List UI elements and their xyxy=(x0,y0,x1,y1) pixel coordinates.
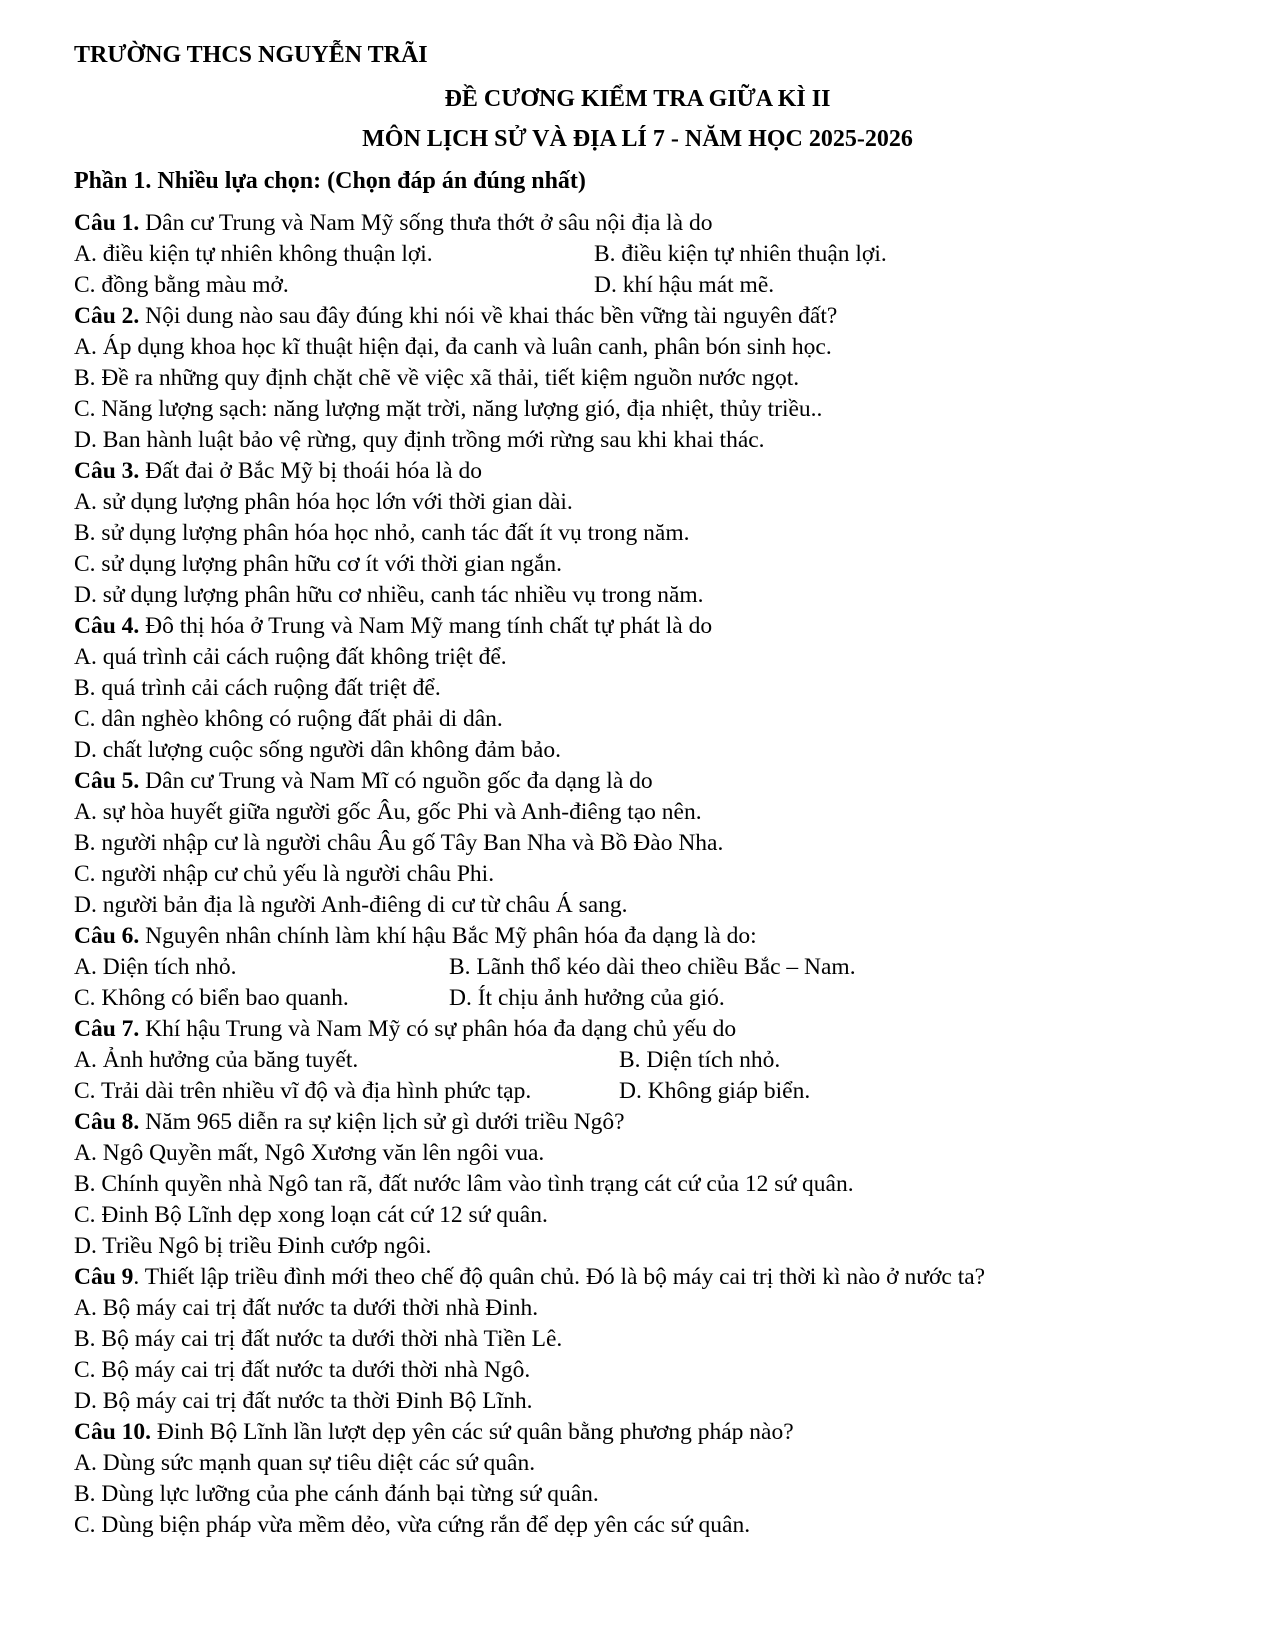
answer-option: A. điều kiện tự nhiên không thuận lợi. xyxy=(74,241,433,267)
answer-option: A. Dùng sức mạnh quan sự tiêu diệt các sứ quân. xyxy=(74,1450,536,1476)
question-text: Nguyên nhân chính làm khí hậu Bắc Mỹ phân hóa đa dạng là do: xyxy=(139,923,757,949)
answer-option: A. quá trình cải cách ruộng đất không triệt để. xyxy=(74,644,507,670)
question-text: Dân cư Trung và Nam Mĩ có nguồn gốc đa dạng là do xyxy=(139,768,653,794)
question-text: Khí hậu Trung và Nam Mỹ có sự phân hóa đa dạng chủ yếu do xyxy=(139,1016,737,1042)
answer-row xyxy=(74,239,1254,270)
answer-option: B. điều kiện tự nhiên thuận lợi. xyxy=(594,241,887,267)
answer-row xyxy=(74,983,1254,1014)
answer-option: B. người nhập cư là người châu Âu gố Tây Ban Nha và Bồ Đào Nha. xyxy=(74,830,724,856)
answer-option: B. Diện tích nhỏ. xyxy=(619,1047,781,1073)
answer-option: D. người bản địa là người Anh-điêng di cư từ châu Á sang. xyxy=(74,892,628,918)
answer-option: B. quá trình cải cách ruộng đất triệt để. xyxy=(74,675,441,701)
question-label: Câu 3. xyxy=(74,458,140,484)
question-text: . Thiết lập triều đình mới theo chế độ quân chủ. Đó là bộ máy cai trị thời kì nào ở nước ta? xyxy=(133,1264,986,1290)
question-stem xyxy=(74,611,1254,642)
question-text: Đô thị hóa ở Trung và Nam Mỹ mang tính chất tự phát là do xyxy=(139,613,713,639)
answer-option: A. sử dụng lượng phân hóa học lớn với thời gian dài. xyxy=(74,489,573,515)
answer-option: B. sử dụng lượng phân hóa học nhỏ, canh tác đất ít vụ trong năm. xyxy=(74,520,690,546)
answer-option: D. khí hậu mát mẽ. xyxy=(594,272,775,298)
question-label: Câu 1. xyxy=(74,210,140,236)
question-label: Câu 6. xyxy=(74,923,140,949)
answer-option: A. Áp dụng khoa học kĩ thuật hiện đại, đa canh và luân canh, phân bón sinh học. xyxy=(74,334,832,360)
school-name: TRƯỜNG THCS NGUYỄN TRÃI xyxy=(74,42,428,68)
question-list xyxy=(74,208,1254,1541)
answer-option: B. Lãnh thổ kéo dài theo chiều Bắc – Nam. xyxy=(449,954,856,980)
answer-option: B. Dùng lực lưỡng của phe cánh đánh bại từng sứ quân. xyxy=(74,1481,599,1507)
answer-option: C. sử dụng lượng phân hữu cơ ít với thời gian ngắn. xyxy=(74,551,563,577)
answer-row xyxy=(74,1076,1254,1107)
answer-option: C. Năng lượng sạch: năng lượng mặt trời, năng lượng gió, địa nhiệt, thủy triều.. xyxy=(74,396,823,422)
question-stem xyxy=(74,208,1254,239)
answer-option: A. Bộ máy cai trị đất nước ta dưới thời nhà Đinh. xyxy=(74,1295,539,1321)
question-label: Câu 9 xyxy=(74,1264,134,1290)
answer-row xyxy=(74,1045,1254,1076)
answer-row xyxy=(74,270,1254,301)
question-text: Đinh Bộ Lĩnh lần lượt dẹp yên các sứ quân bằng phương pháp nào? xyxy=(151,1419,794,1445)
answer-option: C. Không có biển bao quanh. xyxy=(74,985,349,1011)
answer-option: C. người nhập cư chủ yếu là người châu Phi. xyxy=(74,861,495,887)
question-stem xyxy=(74,1417,1254,1448)
part-heading: Phần 1. Nhiều lựa chọn: (Chọn đáp án đúng nhất) xyxy=(74,168,586,194)
question-stem xyxy=(74,921,1254,952)
question-label: Câu 10. xyxy=(74,1419,152,1445)
answer-option: D. Không giáp biển. xyxy=(619,1078,811,1104)
answer-option: D. Bộ máy cai trị đất nước ta thời Đinh Bộ Lĩnh. xyxy=(74,1388,533,1414)
question-stem xyxy=(74,301,1254,332)
question-label: Câu 7. xyxy=(74,1016,140,1042)
answer-option: C. Trải dài trên nhiều vĩ độ và địa hình phức tạp. xyxy=(74,1078,532,1104)
answer-option: C. dân nghèo không có ruộng đất phải di dân. xyxy=(74,706,503,732)
question-text: Dân cư Trung và Nam Mỹ sống thưa thớt ở sâu nội địa là do xyxy=(139,210,713,236)
answer-option: A. sự hòa huyết giữa người gốc Âu, gốc Phi và Anh-điêng tạo nên. xyxy=(74,799,702,825)
document-title: ĐỀ CƯƠNG KIỂM TRA GIỮA KÌ II xyxy=(444,86,831,112)
answer-option: D. Ít chịu ảnh hưởng của gió. xyxy=(449,985,725,1011)
question-label: Câu 4. xyxy=(74,613,140,639)
answer-option: A. Ngô Quyền mất, Ngô Xương văn lên ngôi vua. xyxy=(74,1140,545,1166)
question-text: Năm 965 diễn ra sự kiện lịch sử gì dưới triều Ngô? xyxy=(139,1109,625,1135)
answer-option: C. đồng bằng màu mở. xyxy=(74,272,289,298)
answer-option: D. Ban hành luật bảo vệ rừng, quy định trồng mới rừng sau khi khai thác. xyxy=(74,427,765,453)
answer-option: C. Dùng biện pháp vừa mềm dẻo, vừa cứng rắn để dẹp yên các sứ quân. xyxy=(74,1512,751,1538)
question-stem xyxy=(74,1014,1254,1045)
question-label: Câu 8. xyxy=(74,1109,140,1135)
answer-option: D. sử dụng lượng phân hữu cơ nhiều, canh tác nhiều vụ trong năm. xyxy=(74,582,704,608)
question-stem xyxy=(74,456,1254,487)
question-text: Đất đai ở Bắc Mỹ bị thoái hóa là do xyxy=(139,458,482,484)
question-stem xyxy=(74,1262,1254,1293)
question-stem xyxy=(74,1107,1254,1138)
question-label: Câu 5. xyxy=(74,768,140,794)
question-label: Câu 2. xyxy=(74,303,140,329)
answer-option: D. chất lượng cuộc sống người dân không đảm bảo. xyxy=(74,737,561,763)
answer-option: D. Triều Ngô bị triều Đinh cướp ngôi. xyxy=(74,1233,432,1259)
answer-option: C. Bộ máy cai trị đất nước ta dưới thời nhà Ngô. xyxy=(74,1357,531,1383)
answer-option: B. Chính quyền nhà Ngô tan rã, đất nước lâm vào tình trạng cát cứ của 12 sứ quân. xyxy=(74,1171,854,1197)
document-subtitle: MÔN LỊCH SỬ VÀ ĐỊA LÍ 7 - NĂM HỌC 2025-2026 xyxy=(362,126,913,152)
question-stem xyxy=(74,766,1254,797)
answer-option: C. Đinh Bộ Lĩnh dẹp xong loạn cát cứ 12 sứ quân. xyxy=(74,1202,548,1228)
answer-option: B. Bộ máy cai trị đất nước ta dưới thời nhà Tiền Lê. xyxy=(74,1326,563,1352)
answer-row xyxy=(74,952,1254,983)
answer-option: A. Ảnh hưởng của băng tuyết. xyxy=(74,1047,359,1073)
answer-option: A. Diện tích nhỏ. xyxy=(74,954,237,980)
question-text: Nội dung nào sau đây đúng khi nói về khai thác bền vững tài nguyên đất? xyxy=(139,303,838,329)
answer-option: B. Đề ra những quy định chặt chẽ về việc xã thải, tiết kiệm nguồn nước ngọt. xyxy=(74,365,800,391)
